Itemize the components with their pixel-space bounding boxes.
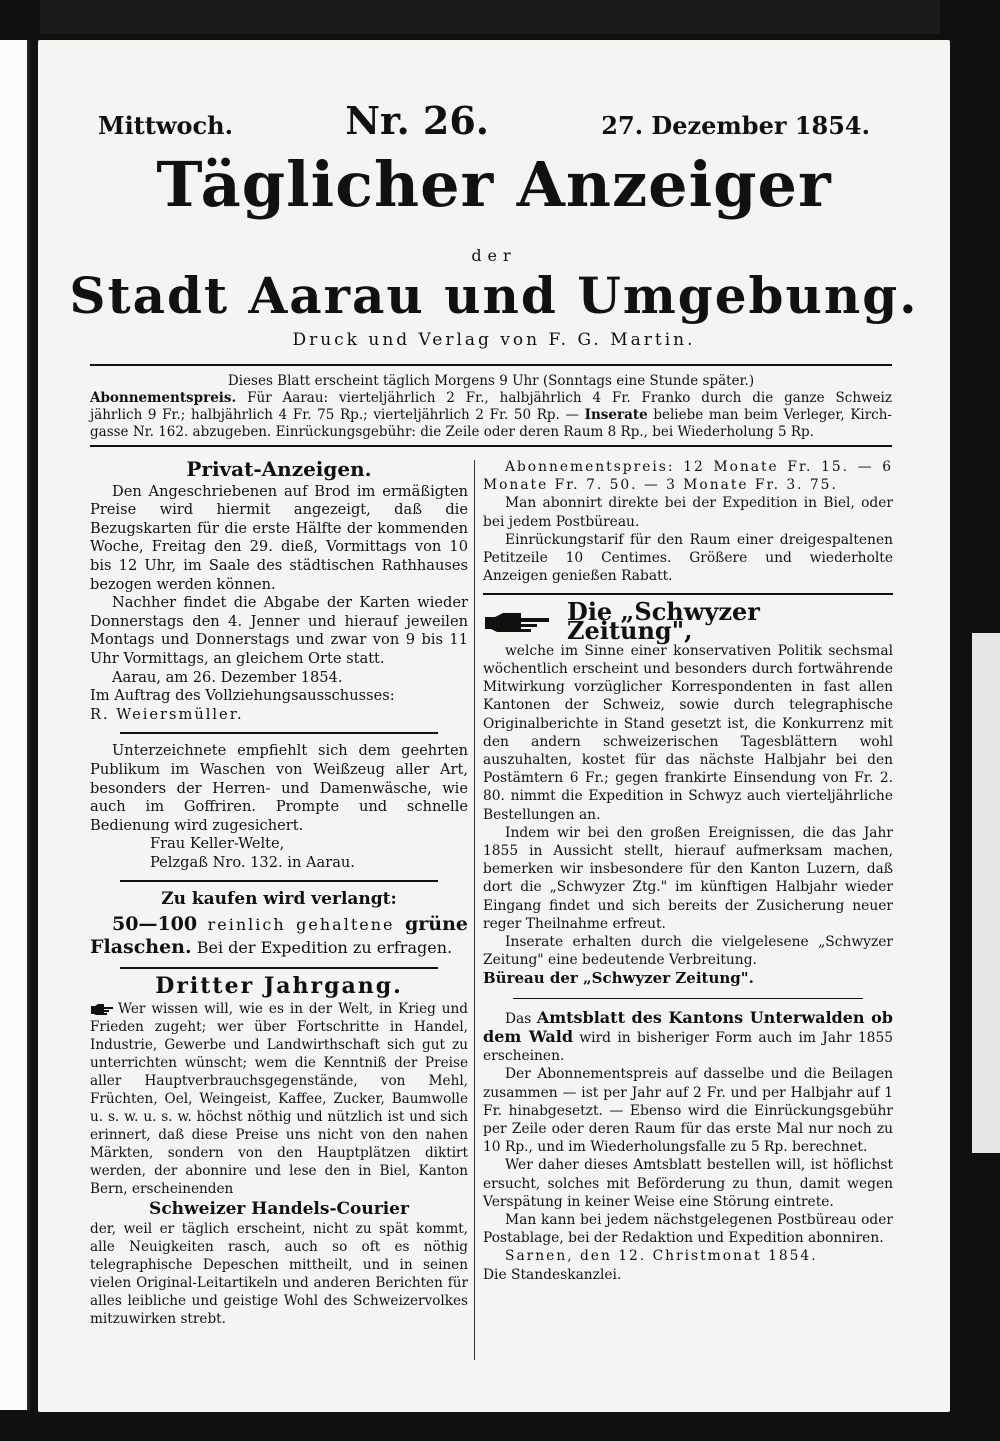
scan-right-edge	[972, 633, 1000, 1153]
kaufen-paragraph	[90, 913, 468, 959]
dritter-paragraph-2: der, weil er täglich erscheint, nicht zu spät kommt, alle Neuigkeiten rasch, auch so oft es nöthig telegraphische Depeschen mittheilt, und in seinen vielen Original-Leitartikeln und anderen Berichten für alles leibliche und geistige Wohl des Schweizervolkes mitzuwirken strebt.	[90, 1221, 468, 1328]
privat-heading: Privat-Anzeigen.	[186, 457, 372, 481]
pointing-hand-icon	[483, 611, 551, 633]
rule-top	[90, 364, 892, 366]
abo-paragraph-3: Einrückungstarif für den Raum einer dreigespaltenen Petitzeile 10 Centimes. Größere und wiederholte Anzeigen genießen Rabatt.	[483, 531, 893, 585]
title-der: der	[471, 246, 517, 265]
waesche-paragraph: Unterzeichnete empfiehlt sich dem geehrten Publikum im Waschen von Weißzeug aller Art, besonders der Herren- und Damenwäsche, wie auch im Goffriren. Prompte und schnelle Bedienung wird zugesichert.	[90, 742, 468, 834]
kaufen-heading: Zu kaufen wird verlangt:	[161, 889, 397, 910]
notice-line-3	[90, 407, 892, 424]
notice-line-1: Dieses Blatt erscheint täglich Morgens 9 Uhr (Sonntags eine Stunde später.)	[227, 373, 755, 389]
issue-date: 27. Dezember 1854.	[601, 111, 870, 140]
abo-paragraph-1: Abonnementspreis: 12 Monate Fr. 15. — 6 Monate Fr. 7. 50. — 3 Monate Fr. 3. 75.	[483, 459, 893, 494]
left-column	[90, 458, 468, 1328]
masthead-dateline	[98, 98, 870, 143]
amtsblatt-title: Amtsblatt des Kantons Unterwalden ob dem Wald	[483, 1007, 893, 1046]
rule-below-notice	[90, 445, 892, 447]
column-divider	[474, 460, 475, 1360]
privat-auftrag: Im Auftrag des Vollziehungsausschusses:	[90, 687, 395, 705]
amtsblatt-signature: Die Standeskanzlei.	[483, 1266, 622, 1283]
right-column	[483, 458, 893, 1284]
rule-schwyzer-end	[513, 998, 863, 999]
printer-line: Druck und Verlag von F. G. Martin.	[292, 330, 696, 350]
issue-number: Nr. 26.	[345, 98, 490, 143]
schwyzer-paragraph-3: Inserate erhalten durch die vielgelesene „Schwyzer Zeitung" eine bedeutende Verbreitung.	[483, 934, 893, 969]
schwyzer-signature: Büreau der „Schwyzer Zeitung".	[483, 969, 754, 988]
amtsblatt-paragraph-2: Der Abonnementspreis auf dasselbe und die Beilagen zusammen — ist per Jahr auf 2 Fr. und per Halbjahr auf 1 Fr. hinabgesetzt. — Ebenso wird die Einrückungsgebühr per Zeile oder deren Raum für das erste Mal nur noch zu 10 Rp., und im Wiederholungsfalle zu 5 Rp. berechnet.	[483, 1066, 893, 1156]
dritter-paragraph-1	[90, 1000, 468, 1198]
weekday: Mittwoch.	[98, 111, 233, 140]
waesche-signature-name: Frau Keller-Welte,	[150, 835, 285, 853]
amtsblatt-paragraph-1	[483, 1009, 893, 1066]
scan-left-page-edge	[0, 40, 30, 1410]
abo-paragraph-2: Man abonnirt direkte bei der Expedition in Biel, oder bei jedem Postbüreau.	[483, 495, 893, 530]
privat-paragraph-1: Den Angeschriebenen auf Brod im ermäßigten Preise wird hiermit angezeigt, daß die Bezugskarten für die erste Hälfte der kommenden Woche, Freitag den 29. dieß, Vormittags von 10 bis 12 Uhr, im Saale des städtischen Rathhauses bezogen werden können.	[90, 482, 468, 593]
schwyzer-heading	[483, 597, 893, 645]
waesche-signature-address: Pelzgaß Nro. 132. in Aarau.	[150, 853, 355, 871]
rule-privat-end	[120, 732, 438, 734]
kaufen-quantity: 50—100	[112, 913, 198, 936]
pointing-hand-small-icon	[90, 1002, 114, 1016]
kaufen-text-2: Bei der Expedition zu erfragen.	[191, 938, 453, 958]
subscription-notice	[90, 373, 892, 441]
notice-inserate-text: beliebe man beim Verleger, Kirch-	[647, 407, 892, 423]
kaufen-bold-flaschen: Flaschen.	[90, 936, 192, 959]
amtsblatt-paragraph-3: Wer daher dieses Amtsblatt bestellen will, ist höflichst ersucht, solches mit Beförderung zu thun, damit wegen Verspätung in keiner Weise eine Störung eintrete.	[483, 1157, 893, 1210]
notice-line-2	[90, 390, 892, 407]
rule-abo-end	[483, 593, 893, 595]
courier-title: Schweizer Handels-Courier	[149, 1198, 409, 1219]
privat-paragraph-2: Nachher findet die Abgabe der Karten wieder Donnerstags den 4. Jenner und hierauf jeweilen Montags und Donnerstags und zwar von 9 bis 11 Uhr Vormittags, an gleichem Orte statt.	[90, 594, 468, 667]
rule-kaufen-end	[120, 967, 438, 969]
kaufen-bold-gruene: grüne	[404, 913, 468, 936]
amtsblatt-das: Das	[505, 1010, 537, 1027]
notice-line-4: gasse Nr. 162. abzugeben. Einrückungsgebühr: die Zeile oder deren Raum 8 Rp., bei Wiederholung 5 Rp.	[90, 424, 814, 440]
amtsblatt-place-date: Sarnen, den 12. Christmonat 1854.	[505, 1248, 818, 1265]
schwyzer-paragraph-2: Indem wir bei den großen Ereignissen, die das Jahr 1855 in Aussicht stellt, hierauf aufmerksam machen, bemerken wir insbesondere für den Kanton Luzern, daß dort die „Schwyzer Ztg." im künftigen Halbjahr wieder Eingang findet und sich bereits der Zusicherung neuer reger Theilnahme erfreut.	[483, 824, 893, 932]
notice-abo-text: Für Aarau: vierteljährlich 2 Fr., halbjährlich 4 Fr. Franko durch die ganze Schweiz	[236, 390, 892, 406]
newspaper-page	[38, 40, 950, 1412]
newspaper-subtitle: Stadt Aarau und Umgebung.	[69, 266, 919, 325]
notice-inserate-label: Inserate	[584, 407, 648, 423]
schwyzer-title: Die „Schwyzer Zeitung",	[567, 597, 760, 645]
privat-signature: R. Weiersmüller.	[90, 705, 244, 723]
notice-abo-label: Abonnementspreis.	[90, 390, 237, 406]
scan-top-edge	[40, 0, 940, 34]
dritter-heading: Dritter Jahrgang.	[155, 973, 403, 1000]
newspaper-title: Täglicher Anzeiger	[156, 148, 832, 221]
amtsblatt-paragraph-4: Man kann bei jedem nächstgelegenen Postbüreau oder Postablage, bei der Redaktion und Expedition abonniren.	[483, 1211, 893, 1247]
schwyzer-paragraph-1: welche im Sinne einer konservativen Politik sechsmal wöchentlich erscheint und besonders durch fortwährende Mitwirkung vorzüglicher Korrespondenten in fast allen Kantonen der Schweiz, sowie durch telegraphische Originalberichte in Stand gesetzt ist, die Konkurrenz mit den andern schweizerischen Tagesblättern wohl auszuhalten, kostet für das nächste Halbjahr bei den Postämtern 6 Fr.; gegen frankirte Einsendung von Fr. 2. 80. nimmt die Expedition in Schwyz auch vierteljährliche Bestellungen an.	[483, 642, 893, 823]
privat-place-date: Aarau, am 26. Dezember 1854.	[112, 668, 343, 686]
dritter-text-1: Wer wissen will, wie es in der Welt, in Krieg und Frieden zugeht; wer über Fortschritte in Handel, Industrie, Gewerbe und Landwirthschaft sich gut zu unterrichten wünscht; wem die Kenntniß der Preise aller Hauptverbrauchsgegenstände, von Mehl, Früchten, Oel, Weingeist, Kaffee, Zucker, Baumwolle u. s. w. u. s. w. höchst nöthig und nützlich ist und sich erinnert, daß diese Preise uns nicht von den nahen Märkten, sondern von den Hauptplätzen diktirt werden, der abonnire und lese den in Biel, Kanton Bern, erscheinenden	[90, 1000, 468, 1197]
kaufen-text-1: reinlich gehaltene	[197, 915, 405, 935]
amtsblatt-text: wird in bisheriger Form auch im Jahr 1855 erscheinen.	[483, 1029, 893, 1065]
rule-waesche-end	[120, 880, 438, 882]
notice-prices: jährlich 9 Fr.; halbjährlich 4 Fr. 75 Rp.; vierteljährlich 2 Fr. 50 Rp. —	[90, 407, 585, 423]
